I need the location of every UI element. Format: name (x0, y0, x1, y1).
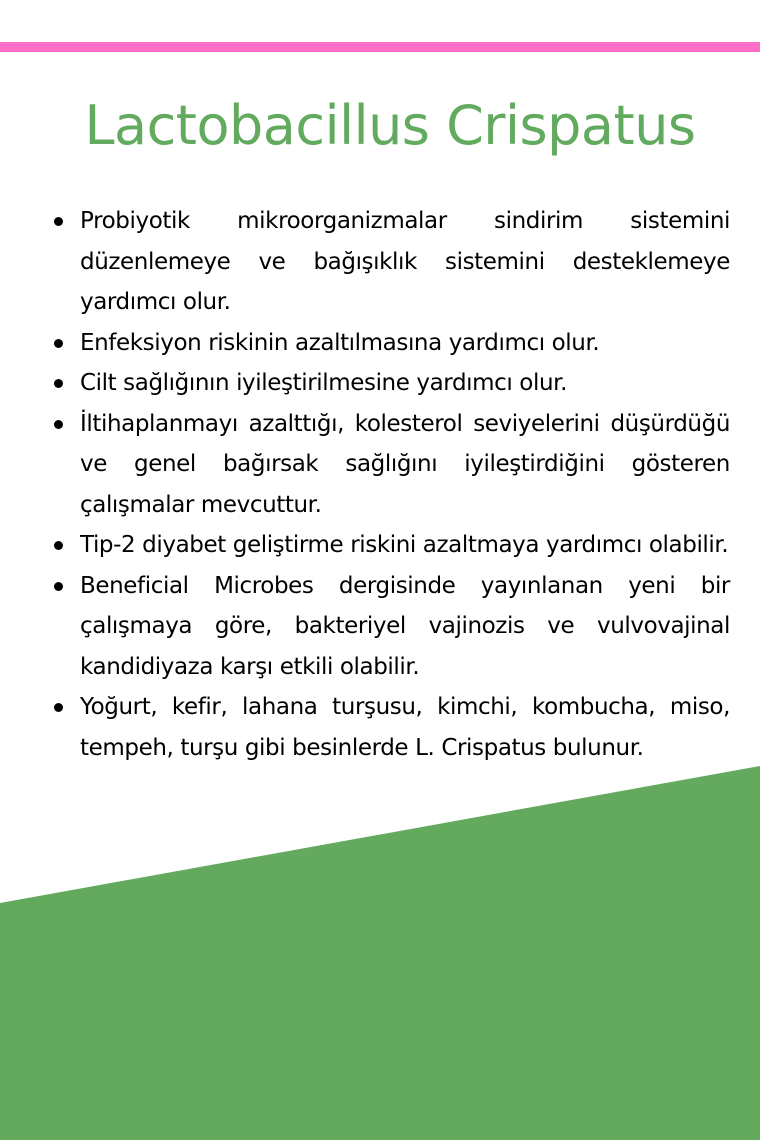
bullet-item (50, 566, 730, 688)
page-title: Lactobacillus Crispatus (84, 94, 696, 157)
bullet-dot (54, 379, 63, 388)
bullet-item (50, 404, 730, 526)
bullet-text: İltihaplanmayı azalttığı, kolesterol seviyelerini düşürdüğü ve genel bağırsak sağlığını iyileştirdiğini gösteren çalışmalar mevcuttur. (80, 410, 730, 518)
pink-accent-bar (0, 42, 760, 52)
bullet-text: Probiyotik mikroorganizmalar sindirim sistemini düzenlemeye ve bağışıklık sistemini desteklemeye yardımcı olur. (80, 208, 730, 315)
bullet-item (50, 687, 730, 768)
bullet-item (50, 525, 730, 566)
bullet-text: Tip-2 diyabet geliştirme riskini azaltmaya yardımcı olabilir. (80, 532, 729, 558)
bullet-list (50, 201, 730, 768)
bullet-dot (54, 582, 63, 591)
bullet-text: Enfeksiyon riskinin azaltılmasına yardımcı olur. (80, 329, 600, 356)
bullet-text: Yoğurt, kefir, lahana turşusu, kimchi, kombucha, miso, tempeh, turşu gibi besinlerde L. Crispatus bulunur. (80, 694, 730, 761)
bullet-dot (54, 217, 63, 226)
bullet-dot (54, 420, 63, 429)
bullet-item (50, 363, 730, 404)
bullet-text: Cilt sağlığının iyileştirilmesine yardımcı olur. (80, 370, 567, 396)
bullet-dot (54, 339, 63, 348)
bullet-text: Beneficial Microbes dergisinde yayınlanan yeni bir çalışmaya göre, bakteriyel vajinozis ve vulvovajinal kandidiyaza karşı etkili olabilir. (80, 572, 730, 680)
bullet-dot (54, 541, 63, 550)
bullet-item (50, 323, 730, 364)
bullet-dot (54, 703, 63, 712)
bullet-item (50, 201, 730, 323)
